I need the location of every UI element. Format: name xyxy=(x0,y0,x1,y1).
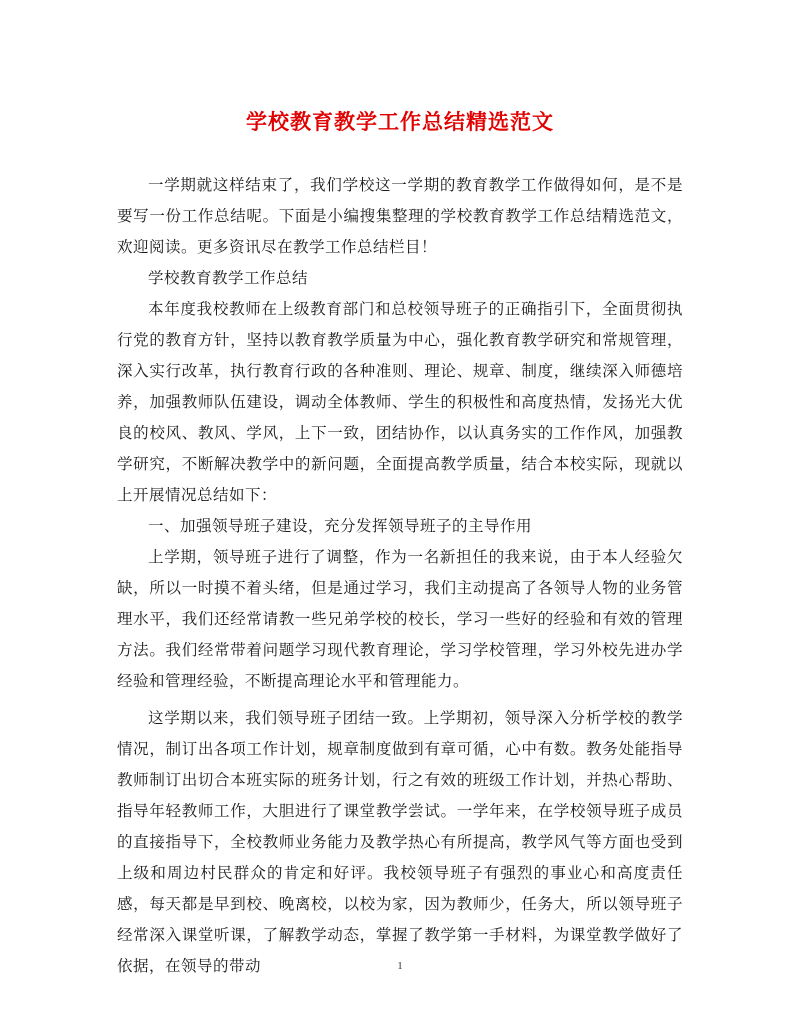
paragraph-section-1a: 上学期，领导班子进行了调整，作为一名新担任的我来说，由于本人经验欠缺，所以一时摸不着头绪，但是通过学习，我们主动提高了各领导人物的业务管理水平，我们还经常请教一些兄弟学校的校长，学习一些好的经验和有效的管理方法。我们经常带着问题学习现代教育理论，学习学校管理，学习外校先进办学经验和管理经验，不断提高理论水平和管理能力。 xyxy=(117,548,683,690)
document-body xyxy=(117,170,683,982)
paragraph-subtitle: 学校教育教学工作总结 xyxy=(148,269,309,287)
paragraph-overview: 本年度我校教师在上级教育部门和总校领导班子的正确指引下，全面贯彻执行党的教育方针，坚持以教育教学质量为中心，强化教育教学研究和常规管理，深入实行改革，执行教育行政的各种准则、理论、规章、制度，继续深入师德培养，加强教师队伍建设，调动全体教师、学生的积极性和高度热情，发扬光大优良的校风、教风、学风，上下一致，团结协作，以认真务实的工作作风，加强教学研究，不断解决教学中的新问题，全面提高教学质量，结合本校实际，现就以上开展情况总结如下： xyxy=(117,300,683,504)
section-heading-1: 一、加强领导班子建设，充分发挥领导班子的主导作用 xyxy=(148,517,533,535)
paragraph-intro: 一学期就这样结束了，我们学校这一学期的教育教学工作做得如何，是不是要写一份工作总结呢。下面是小编搜集整理的学校教育教学工作总结精选范文，欢迎阅读。更多资讯尽在教学工作总结栏目！ xyxy=(117,176,683,256)
document-title: 学校教育教学工作总结精选范文 xyxy=(246,109,554,134)
paragraph-section-1b: 这学期以来，我们领导班子团结一致。上学期初，领导深入分析学校的教学情况，制订出各项工作计划，规章制度做到有章可循，心中有数。教务处能指导教师制订出切合本班实际的班务计划，行之有效的班级工作计划，并热心帮助、指导年轻教师工作，大胆进行了课堂教学尝试。一学年来，在学校领导班子成员的直接指导下，全校教师业务能力及教学热心有所提高，教学风气等方面也受到上级和周边村民群众的肯定和好评。我校领导班子有强烈的事业心和高度责任感，每天都是早到校、晚离校，以校为家，因为教师少，任务大，所以领导班子经常深入课堂听课，了解教学动态，掌握了教学第一手材料，为课堂教学做好了依据，在领导的带动 xyxy=(117,709,683,975)
page-number: 1 xyxy=(397,960,403,972)
